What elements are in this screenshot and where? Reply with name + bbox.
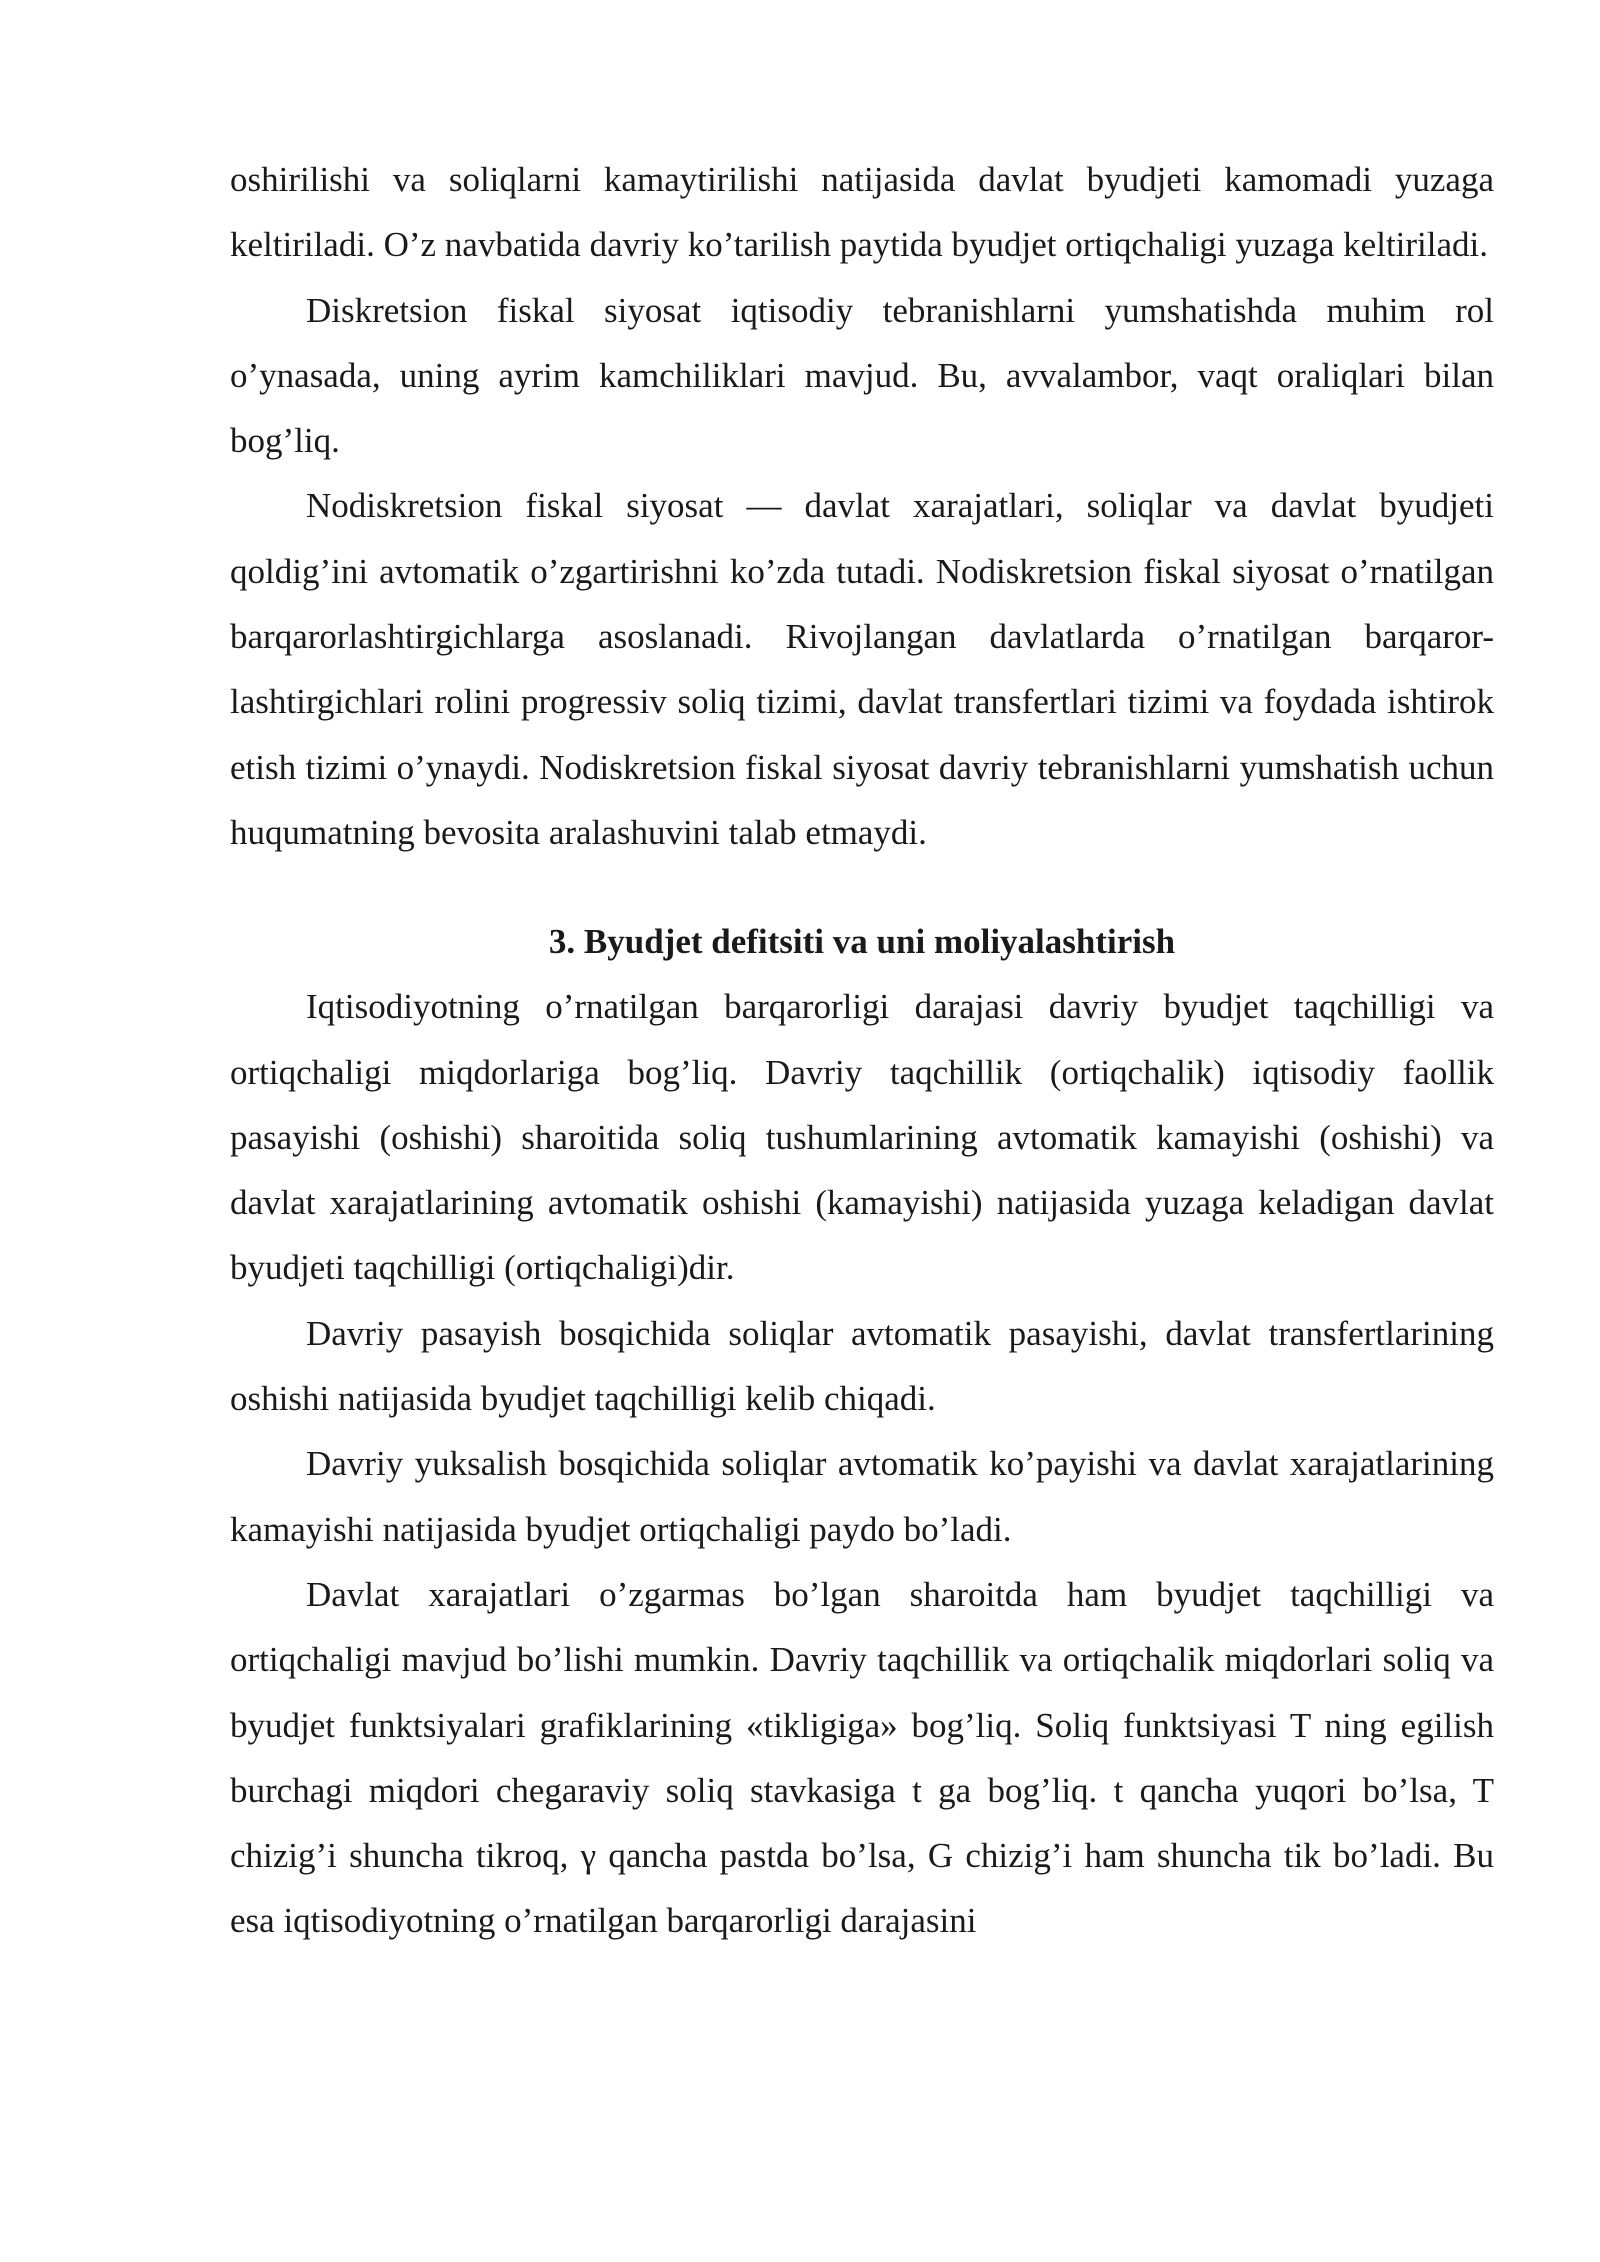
paragraph-nondiscretionary-policy: Nodiskretsion fiskal siyosat — davlat xarajatlari, soliqlar va davlat byudjeti qoldig’ini avtomatik o’zgartirishni ko’zda tutadi. Nodiskretsion fiskal siyosat o’rnatilgan barqarorlashtirgichlarga asoslanadi. Rivojlangan davlatlarda o’rnatilgan barqaror-lashtirgichlari rolini progressiv soliq tizimi, davlat transfertlari tizimi va foydada ishtirok etish tizimi o’ynaydi. Nodiskretsion fiskal siyosat davriy tebranishlarni yumshatish uchun huqumatning bevosita aralashuvini talab etmaydi. — [230, 486, 1494, 852]
paragraph-discretionary-policy: Diskretsion fiskal siyosat iqtisodiy tebranishlarni yumshatishda muhim rol o’ynasada, uning ayrim kamchiliklari mavjud. Bu, avvalambor, vaqt oraliqlari bilan bog’liq. — [230, 290, 1494, 461]
document-page — [230, 147, 1494, 1954]
paragraph-constant-expenditure: Davlat xarajatlari o’zgarmas bo’lgan sharoitda ham byudjet taqchilligi va ortiqchaligi mavjud bo’lishi mumkin. Davriy taqchillik va ortiqchalik miqdorlari soliq va byudjet funktsiyalari grafiklarining «tikligiga» bog’liq. Soliq funktsiyasi T ning egilish burchagi miqdori chegaraviy soliq stavkasiga t ga bog’liq. t qancha yuqori bo’lsa, T chizig’i shuncha tikroq, γ qancha pastda bo’lsa, G chizig’i ham shuncha tik bo’ladi. Bu esa iqtisodiyotning o’rnatilgan barqarorligi darajasini — [230, 1574, 1494, 1941]
paragraph-upturn-phase: Davriy yuksalish bosqichida soliqlar avtomatik ko’payishi va davlat xarajatlarining kamayishi natijasida byudjet ortiqchaligi paydo bo’ladi. — [230, 1444, 1494, 1549]
paragraph-continuation: oshirilishi va soliqlarni kamaytirilishi natijasida davlat byudjeti kamomadi yuzaga keltiriladi. O’z navbatida davriy ko’tarilish paytida byudjet ortiqchaligi yuzaga keltiriladi. — [230, 160, 1494, 265]
paragraph-built-in-stability: Iqtisodiyotning o’rnatilgan barqarorligi darajasi davriy byudjet taqchilligi va ortiqchaligi miqdorlariga bog’liq. Davriy taqchillik (ortiqchalik) iqtisodiy faollik pasayishi (oshishi) sharoitida soliq tushumlarining avtomatik kamayishi (oshishi) va davlat xarajatlarining avtomatik oshishi (kamayishi) natijasida yuzaga keladigan davlat byudjeti taqchilligi (ortiqchaligi)dir. — [230, 987, 1494, 1288]
section-heading: 3. Byudjet defitsiti va uni moliyalashtirish — [548, 922, 1176, 962]
section-gap — [230, 865, 1494, 909]
paragraph-downturn-phase: Davriy pasayish bosqichida soliqlar avtomatik pasayishi, davlat transfertlarining oshishi natijasida byudjet taqchilligi kelib chiqadi. — [230, 1313, 1494, 1419]
